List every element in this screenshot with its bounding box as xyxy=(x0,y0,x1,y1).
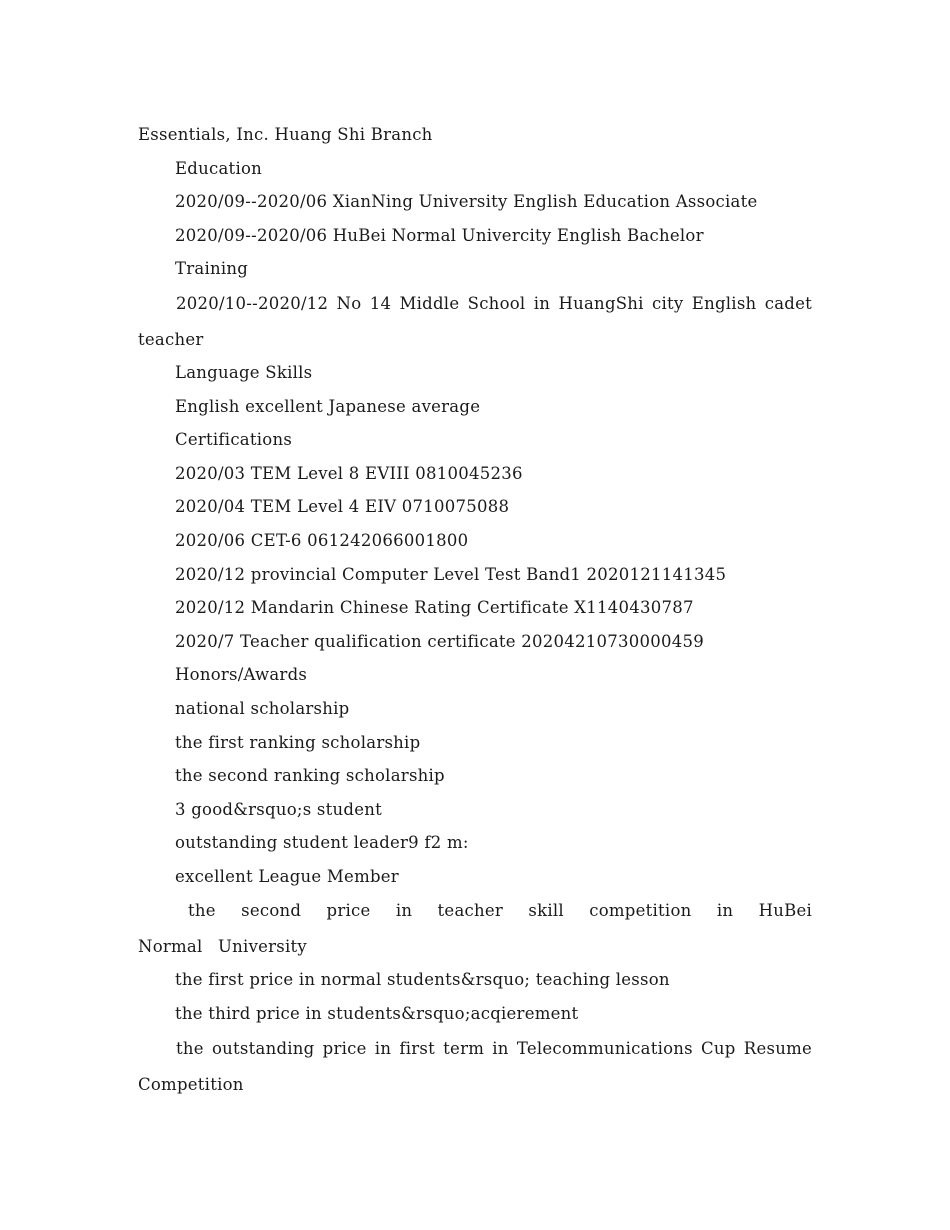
language-skills-entry: English excellent Japanese average xyxy=(175,396,481,416)
award-entry: outstanding student leader9 f2 m: xyxy=(175,833,469,853)
award-entry: the second ranking scholarship xyxy=(175,766,445,786)
training-entry: 2020/10--2020/12 No 14 Middle School in HuangShi city English cadet teacher xyxy=(138,293,812,349)
section-heading-honors-awards: Honors/Awards xyxy=(175,665,308,685)
certification-entry: 2020/04 TEM Level 4 EIV 0710075088 xyxy=(175,497,510,517)
certification-entry: 2020/12 Mandarin Chinese Rating Certificate X1140430787 xyxy=(175,598,694,618)
education-entry: 2020/09--2020/06 XianNing University English Education Associate xyxy=(175,192,758,212)
award-entry: the third price in students&rsquo;acqierement xyxy=(175,1004,579,1024)
certification-entry: 2020/12 provincial Computer Level Test Band1 2020121141345 xyxy=(175,564,727,584)
award-entry: excellent League Member xyxy=(175,866,399,886)
document-body xyxy=(138,118,812,1103)
award-entry: the first price in normal students&rsquo; teaching lesson xyxy=(175,970,670,990)
education-entry: 2020/09--2020/06 HuBei Normal Univercity English Bachelor xyxy=(175,225,704,245)
certification-entry: 2020/7 Teacher qualification certificate 20204210730000459 xyxy=(175,631,705,651)
award-entry: national scholarship xyxy=(175,698,350,718)
award-entry: the outstanding price in first term in Telecommunications Cup Resume Competition xyxy=(138,1038,812,1094)
section-heading-training: Training xyxy=(175,259,249,279)
certification-entry: 2020/06 CET-6 061242066001800 xyxy=(175,530,469,550)
award-entry: 3 good&rsquo;s student xyxy=(175,799,382,819)
section-heading-certifications: Certifications xyxy=(175,430,293,450)
award-entry: the first ranking scholarship xyxy=(175,732,421,752)
company-line: Essentials, Inc. Huang Shi Branch xyxy=(138,125,433,144)
certification-entry: 2020/03 TEM Level 8 EVIII 0810045236 xyxy=(175,463,523,483)
section-heading-language-skills: Language Skills xyxy=(175,362,313,382)
award-entry: the second price in teacher skill competition in HuBei Normal University xyxy=(138,901,812,957)
section-heading-education: Education xyxy=(175,158,263,178)
